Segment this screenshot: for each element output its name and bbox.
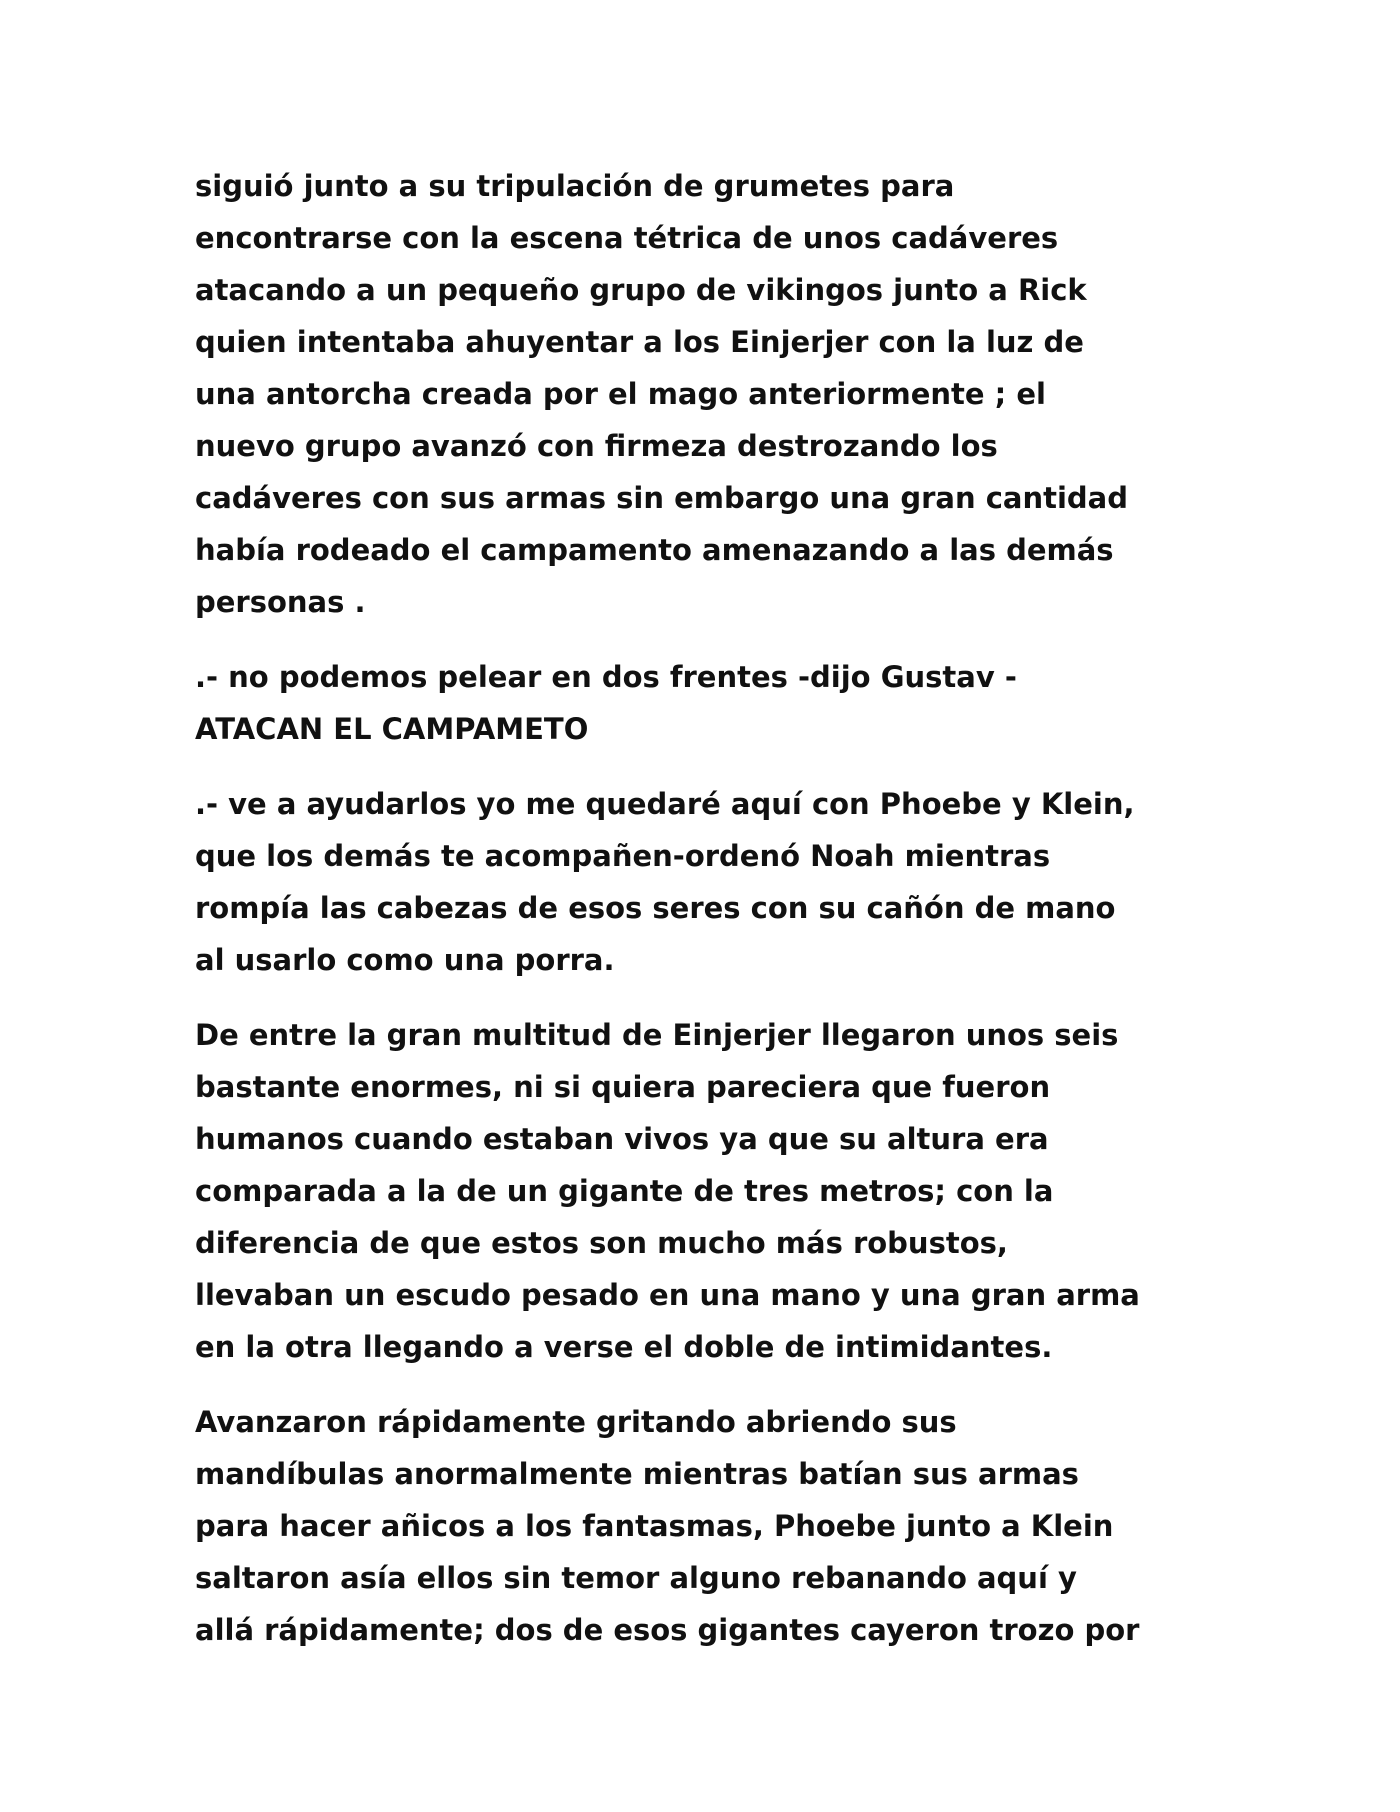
text-line: comparada a la de un gigante de tres metros; con la [195, 1174, 1054, 1208]
text-line: había rodeado el campamento amenazando a las demás [195, 533, 1114, 567]
text-line: Avanzaron rápidamente gritando abriendo sus [195, 1405, 957, 1439]
text-line: humanos cuando estaban vivos ya que su altura era [195, 1122, 1049, 1156]
text-line: en la otra llegando a verse el doble de intimidantes. [195, 1330, 1053, 1364]
text-line: siguió junto a su tripulación de grumetes para [195, 169, 955, 203]
text-line: bastante enormes, ni si quiera pareciera que fueron [195, 1070, 1051, 1104]
body-text [195, 160, 1235, 1679]
paragraph-3 [195, 778, 1235, 986]
text-line: nuevo grupo avanzó con firmeza destrozando los [195, 429, 998, 463]
text-line: al usarlo como una porra. [195, 943, 615, 977]
paragraph-4 [195, 1009, 1235, 1373]
text-line: .- ve a ayudarlos yo me quedaré aquí con Phoebe y Klein, [195, 787, 1135, 821]
text-line: encontrarse con la escena tétrica de unos cadáveres [195, 221, 1059, 255]
text-line: cadáveres con sus armas sin embargo una gran cantidad [195, 481, 1128, 515]
text-line: para hacer añicos a los fantasmas, Phoebe junto a Klein [195, 1509, 1114, 1543]
paragraph-2 [195, 651, 1235, 755]
text-line: que los demás te acompañen-ordenó Noah mientras [195, 839, 1051, 873]
text-line: llevaban un escudo pesado en una mano y una gran arma [195, 1278, 1140, 1312]
text-line: una antorcha creada por el mago anteriormente ; el [195, 377, 1046, 411]
text-line: .- no podemos pelear en dos frentes -dijo Gustav - [195, 660, 1017, 694]
text-line: quien intentaba ahuyentar a los Einjerjer con la luz de [195, 325, 1084, 359]
text-line: atacando a un pequeño grupo de vikingos junto a Rick [195, 273, 1087, 307]
text-line: diferencia de que estos son mucho más robustos, [195, 1226, 1008, 1260]
text-line: personas . [195, 585, 366, 619]
paragraph-1 [195, 160, 1235, 628]
text-line: mandíbulas anormalmente mientras batían sus armas [195, 1457, 1079, 1491]
text-line: rompía las cabezas de esos seres con su cañón de mano [195, 891, 1116, 925]
text-line: allá rápidamente; dos de esos gigantes cayeron trozo por [195, 1613, 1140, 1647]
text-line: De entre la gran multitud de Einjerjer llegaron unos seis [195, 1018, 1119, 1052]
text-line: saltaron asía ellos sin temor alguno rebanando aquí y [195, 1561, 1077, 1595]
paragraph-5 [195, 1396, 1235, 1656]
text-line: ATACAN EL CAMPAMETO [195, 712, 589, 746]
